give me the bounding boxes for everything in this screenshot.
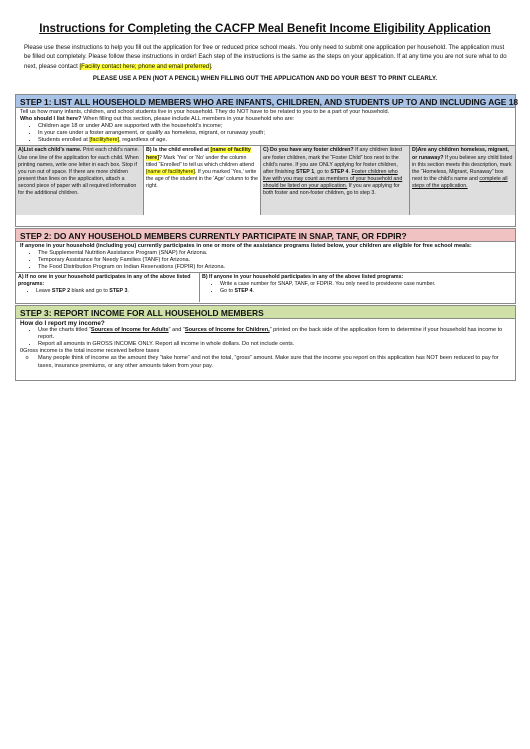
list-item: • Temporary Assistance for Needy Families (TANF) for Arizona. [38, 257, 511, 264]
col-c-label: C) Do you have any foster children? [263, 147, 354, 154]
intro-end: . [210, 63, 213, 70]
facility-contact-placeholder: [Facility contact here; phone and email preferred] [79, 63, 211, 70]
facility-name-placeholder-2: [name of facilityhere] [146, 168, 195, 175]
step3-gross-note: 0Gross income is the total income received before taxes [20, 348, 160, 355]
col-b-label: B) Is the child enrolled at [146, 147, 211, 154]
bullet3-post: , regardless of age. [119, 137, 168, 144]
col-a-step: STEP 2 [51, 288, 71, 295]
step1-intro: Tell us how many infants, children, and school students live in your household. They do NOT have to be related to you to be a part of your household. [20, 109, 390, 115]
step3-list [20, 327, 511, 348]
step2-columns [16, 272, 515, 302]
step1-columns [16, 145, 515, 215]
step2-program-list [20, 250, 511, 271]
step1-section [15, 94, 519, 227]
step1-col-d [410, 146, 515, 215]
col-b-text2: . If you marked ‘Yes,’ write the age of the student in the ‘Age’ column to the right. [146, 168, 258, 189]
col-a-step2: STEP 3 [109, 288, 128, 295]
step1-col-b [144, 146, 261, 215]
col-c-text: If any children listed are foster children, mark the “Foster Child” box next to the child’s name. If you are ONLY applying for foster children, after finishing [263, 147, 402, 175]
list-item [36, 288, 197, 295]
step1-header: STEP 1: LIST ALL HOUSEHOLD MEMBERS WHO ARE INFANTS, CHILDREN, AND STUDENTS UP TO AND INCLUDING AGE 18 [16, 95, 515, 108]
col-a-end: . [127, 288, 129, 295]
step2-col-a-list [18, 288, 197, 295]
step3-sub-item [20, 355, 511, 369]
col-c-step: STEP 1 [295, 168, 315, 175]
list-item [38, 327, 511, 341]
facility-name-placeholder: [name of facility here] [146, 147, 251, 161]
step3-section [15, 305, 516, 381]
col-c-text2: , go to [314, 168, 331, 175]
b1-mid: ” and “ [168, 327, 185, 334]
pen-notice: PLEASE USE A PEN (NOT A PENCIL) WHEN FILLING OUT THE APPLICATION AND DO YOUR BEST TO PRINT CLEARLY. [92, 76, 438, 82]
b1-bold1: Sources of Income for Adults [90, 327, 169, 334]
bullet3-pre: Students enrolled at [38, 137, 90, 144]
intro-paragraph [24, 44, 508, 72]
list-item: • Children age 18 or under AND are supported with the household’s income; [38, 123, 511, 130]
step2-header: STEP 2: DO ANY HOUSEHOLD MEMBERS CURRENTLY PARTICIPATE IN SNAP, TANF, OR FDPIR? [16, 229, 515, 242]
intro-text: Please use these instructions to help you fill out the application for free or reduced price school meals. You only need to submit one application per household. The application must be filled out completely. Please follow these instructions in order! Each step of the instructions is the same as the steps on your application. If at any time you are not sure what to do next, please contact [24, 45, 507, 70]
col-c-text4: If you are applying for both foster and non-foster children, go to step 3. [263, 182, 400, 196]
step3-header: STEP 3: REPORT INCOME FOR ALL HOUSEHOLD MEMBERS [16, 306, 515, 319]
col-d-text: If you believe any child listed in this section meets this description, mark the “Homeless, Migrant, Runaway” box next to the child’s name and [412, 154, 513, 182]
sub-bullet-text: Many people think of income as the amount they “take home” and not the total, “gross” amount. Make sure that the income you report on this application has NOT been reduced to pay for taxes, insurance premiums, or any other amounts taken from your pay. [38, 355, 499, 369]
b1-end: ” printed on the back side of the application form to determine if your household has income to report. [38, 327, 503, 341]
page-title: Instructions for Completing the CACFP Meal Benefit Income Eligibility Application [39, 22, 491, 35]
step2-section [15, 228, 516, 304]
col-a-pre: Leave [36, 288, 52, 295]
col-b-end: . [252, 288, 255, 295]
b1-bold2: Sources of Income for Children, [184, 327, 270, 334]
step1-who-text: When filling out this section, please include ALL members in your household who are: [81, 116, 295, 123]
step3-body [16, 319, 515, 371]
col-c-text3: . [348, 168, 350, 175]
col-c-step2: STEP 4 [330, 168, 349, 175]
step3-question: How do I report my income? [20, 320, 105, 327]
b1-pre: Use the charts titled “ [38, 327, 91, 334]
sub-bullet-marker: o [25, 355, 29, 362]
step2-col-b-label: B) If anyone in your household participates in any of the above listed programs: [202, 274, 404, 281]
list-item: • The Supplemental Nutrition Assistance Program (SNAP) for Arizona. [38, 250, 511, 257]
step2-body [16, 242, 515, 272]
step2-col-b [200, 273, 515, 302]
col-c-underline: Foster children who live with you may count as members of your household and should be listed on your application. [263, 168, 403, 189]
step2-intro: If anyone in your household (including you) currently participates in one or more of the assistance programs listed below, your children are eligible for free school meals: [20, 243, 472, 249]
col-a-label: A)List each child’s name. [18, 147, 82, 154]
col-d-underline: complete all steps of the application. [412, 175, 508, 189]
step2-col-a [16, 273, 200, 302]
list-item: • In your care under a foster arrangement, or qualify as homeless, migrant, or runaway youth; [38, 130, 511, 137]
step1-bullet-list [20, 123, 511, 144]
step1-col-a [16, 146, 144, 215]
list-item: • The Food Distribution Program on Indian Reservations (FDPIR) for Arizona. [38, 264, 511, 271]
step1-who [20, 116, 511, 123]
step2-col-b-list [202, 281, 513, 295]
col-a-text: Print each child’s name. Use one line of the application for each child. When printing names, write one letter in each box. Stop if you run out of space. If there are more children present than lines on the application, attach a second piece of paper with all required information for the additional children. [18, 147, 139, 196]
col-b-text1: ? Mark ‘Yes’ or ‘No’ under the column titled “Enrolled” to tell us which children attend [146, 154, 255, 168]
col-d-label: D)Are any children homeless, migrant, or runaway? [412, 147, 509, 161]
col-b-pre: Go to [220, 288, 235, 295]
step2-col-a-label: A) If no one in your household participates in any of the above listed programs: [18, 274, 191, 288]
step1-who-label: Who should I list here? [20, 116, 82, 123]
list-item: • Write a case number for SNAP, TANF, or FDPIR. You only need to provideone case number. [220, 281, 513, 288]
step1-body [16, 108, 515, 145]
list-item [38, 137, 511, 144]
col-b-step: STEP 4 [234, 288, 253, 295]
list-item: • Report all amounts in GROSS INCOME ONLY. Report all income in whole dollars. Do not include cents. [38, 341, 511, 348]
list-item [220, 288, 513, 295]
col-a-mid: blank and go to [70, 288, 110, 295]
step1-col-c [261, 146, 410, 215]
facility-placeholder: [facilityhere] [89, 137, 120, 144]
